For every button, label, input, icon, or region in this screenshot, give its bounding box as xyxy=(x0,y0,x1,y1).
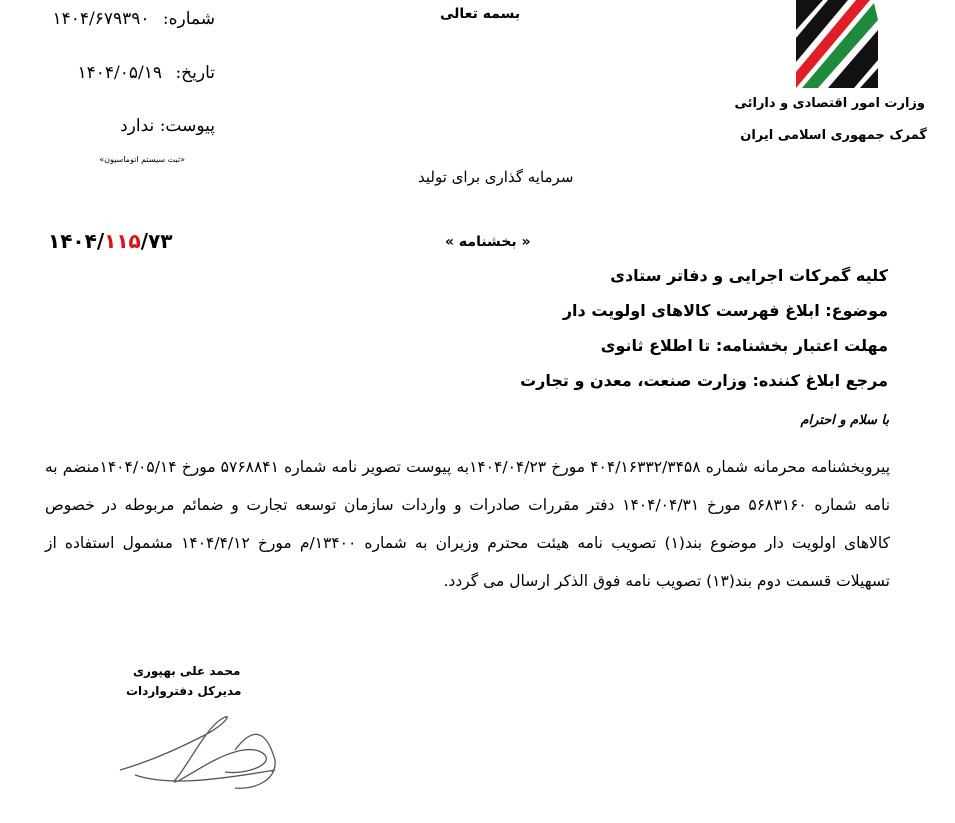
circular-code-year: ۱۴۰۴/ xyxy=(48,229,105,253)
system-note: «ثبت سیستم اتوماسیون» xyxy=(99,155,185,164)
body-paragraph: پیروبخشنامه محرمانه شماره ۴۰۴/۱۶۳۳۲/۳۴۵۸ مورخ ۱۴۰۴/۰۴/۲۳به پیوست تصویر نامه شماره ۵۷۶۸۸۴۱ مورخ ۱۴۰۴/۰۵/۱۴منضم به نامه شماره ۵۶۸۳۱۶۰ مورخ ۱۴۰۴/۰۴/۳۱ دفتر مقررات صادرات و واردات سازمان توسعه تجارت و ضمائم مربوطه در خصوص کالاهای اولویت دار موضوع بند(۱) تصویب نامه هیئت محترم وزیران به شماره ۱۳۴۰۰/م مورخ ۱۴۰۴/۴/۱۲ مشمول استفاده از تسهیلات قسمت دوم بند(۱۳) تصویب نامه فوق الذکر ارسال می گردد. xyxy=(45,458,891,590)
validity: مهلت اعتبار بخشنامه: تا اطلاع ثانوی xyxy=(600,336,888,355)
slogan: سرمایه گذاری برای تولید xyxy=(418,168,574,186)
number-value: ۱۴۰۴/۶۷۹۳۹۰ xyxy=(52,9,150,29)
letter-attachment xyxy=(120,116,215,136)
subject: موضوع: ابلاغ فهرست کالاهای اولویت دار xyxy=(562,301,888,320)
letter-date xyxy=(78,63,215,83)
signatory-name: محمد علی بهپوری xyxy=(133,664,241,678)
circular-code xyxy=(48,229,172,253)
circular-code-number: ۱۱۵ xyxy=(104,229,141,253)
organization-name: گمرک جمهوری اسلامی ایران xyxy=(740,128,927,143)
attachment-value: ندارد xyxy=(120,116,155,136)
bismillah-heading: بسمه تعالی xyxy=(440,6,521,22)
date-label: تاریخ: xyxy=(175,63,215,83)
number-label: شماره: xyxy=(162,9,215,29)
signatory-title: مدیرکل دفترواردات xyxy=(126,684,242,698)
recipient: کلیه گمرکات اجرایی و دفاتر ستادی xyxy=(610,266,888,285)
issuing-authority: مرجع ابلاغ کننده: وزارت صنعت، معدن و تجارت xyxy=(520,371,888,390)
date-value: ۱۴۰۴/۰۵/۱۹ xyxy=(77,63,163,83)
letter-number xyxy=(52,9,215,29)
attachment-label: پیوست: xyxy=(159,116,215,136)
handwritten-greeting: با سلام و احترام xyxy=(800,413,889,428)
circular-title: « بخشنامه » xyxy=(445,234,531,250)
circular-code-suffix: /۷۳ xyxy=(140,229,173,253)
customs-logo xyxy=(788,0,883,92)
handwritten-signature xyxy=(115,700,285,799)
ministry-name: وزارت امور اقتصادی و دارائی xyxy=(734,96,925,111)
